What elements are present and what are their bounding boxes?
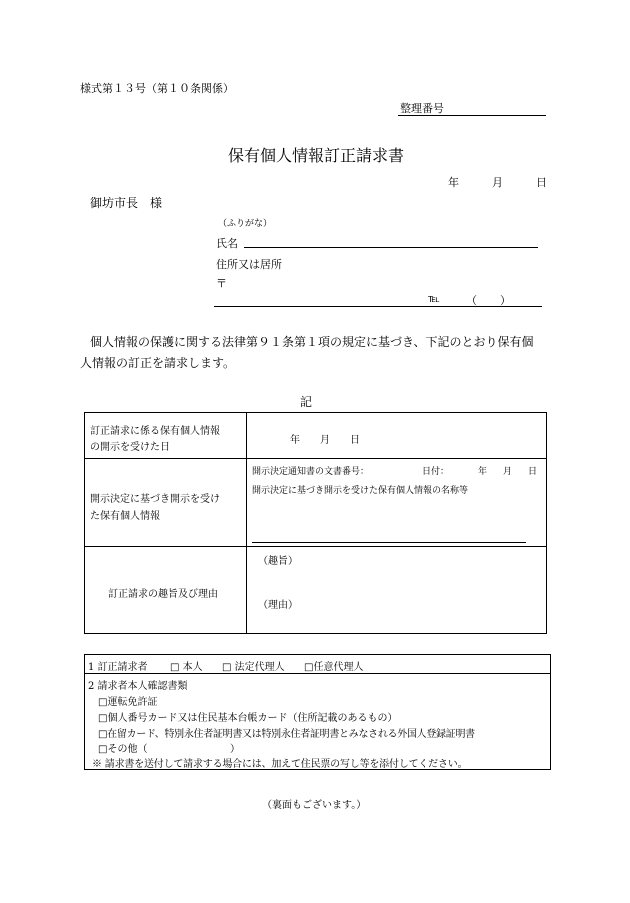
row2-month: 月 — [503, 467, 513, 477]
reference-number-label: 整理番号 — [400, 102, 444, 115]
page-title: 保有個人情報訂正請求書 — [228, 146, 405, 165]
row1-date-value[interactable]: 年 月 日 — [290, 435, 360, 446]
requester-option-legal-agent[interactable]: □ 法定代理人 — [222, 662, 285, 673]
furigana-label: （ふりがな） — [218, 219, 273, 229]
form-number: 様式第１３号（第１０条関係） — [80, 82, 234, 95]
row3-label: 訂正請求の趣旨及び理由 — [108, 589, 218, 600]
row2-info-name-field[interactable] — [252, 542, 526, 543]
identity-option-my-number-card[interactable]: □個人番号カード又は住民基本台帳カード（住所記載のあるもの） — [98, 713, 398, 724]
row2-label-line1: 開示決定に基づき開示を受け — [90, 494, 220, 505]
statement-line2: 人情報の訂正を請求します。 — [80, 356, 236, 370]
date-day: 日 — [536, 176, 547, 189]
tel-paren-open: （ — [466, 294, 477, 307]
reverse-side-note: （裏面もございます。） — [262, 800, 367, 811]
identity-option-other-close: ） — [230, 744, 240, 755]
address-label: 住所又は居所 — [216, 258, 282, 271]
identity-note: ※ 請求書を送付して請求する場合には、加えて住民票の写し等を添付してください。 — [92, 759, 468, 770]
tel-label: ℡ — [428, 292, 440, 305]
requester-option-self[interactable]: □ 本人 — [170, 662, 203, 673]
identity-option-drivers-license[interactable]: □運転免許証 — [98, 697, 158, 708]
postal-mark: 〒 — [216, 277, 227, 290]
statement-line1: 個人情報の保護に関する法律第９１条第１項の規定に基づき、下記のとおり保有個 — [90, 335, 534, 349]
name-field[interactable] — [244, 247, 538, 248]
row2-day: 日 — [528, 467, 538, 477]
table-row-divider-2 — [84, 546, 547, 547]
date-month: 月 — [492, 176, 503, 189]
row3-gist-label: （趣旨） — [258, 556, 298, 567]
reference-number-field[interactable] — [398, 115, 546, 116]
ki-marker: 記 — [300, 395, 313, 409]
requester-label: 1 訂正請求者 — [88, 662, 148, 673]
identity-docs-label: 2 請求者本人確認書類 — [88, 681, 188, 692]
date-year: 年 — [448, 176, 459, 189]
row2-date-label: 日付： — [422, 467, 450, 477]
requester-row-divider — [84, 673, 551, 674]
row3-reason-label: （理由） — [258, 600, 298, 611]
addressee: 御坊市長 様 — [90, 196, 163, 210]
identity-option-residence-card[interactable]: □在留カード、特別永住者証明書又は特別永住者証明書とみなされる外国人登録証明書 — [98, 729, 475, 740]
table-column-divider — [246, 412, 247, 634]
table-row-divider-1 — [84, 458, 547, 459]
identity-option-other[interactable]: □その他（ — [98, 744, 148, 755]
name-label: 氏名 — [216, 237, 238, 250]
requester-option-voluntary-agent[interactable]: □任意代理人 — [304, 662, 364, 673]
row1-label-line1: 訂正請求に係る保有個人情報 — [90, 426, 220, 437]
row2-label-line2: た保有個人情報 — [90, 511, 160, 522]
address-field[interactable] — [214, 306, 542, 307]
row1-label-line2: の開示を受けた日 — [90, 442, 170, 453]
row2-info-name-label: 開示決定に基づき開示を受けた保有個人情報の名称等 — [252, 486, 469, 496]
row2-year: 年 — [478, 467, 488, 477]
tel-paren-close: ） — [500, 294, 511, 307]
row2-document-number-label: 開示決定通知書の文書番号： — [252, 467, 370, 477]
